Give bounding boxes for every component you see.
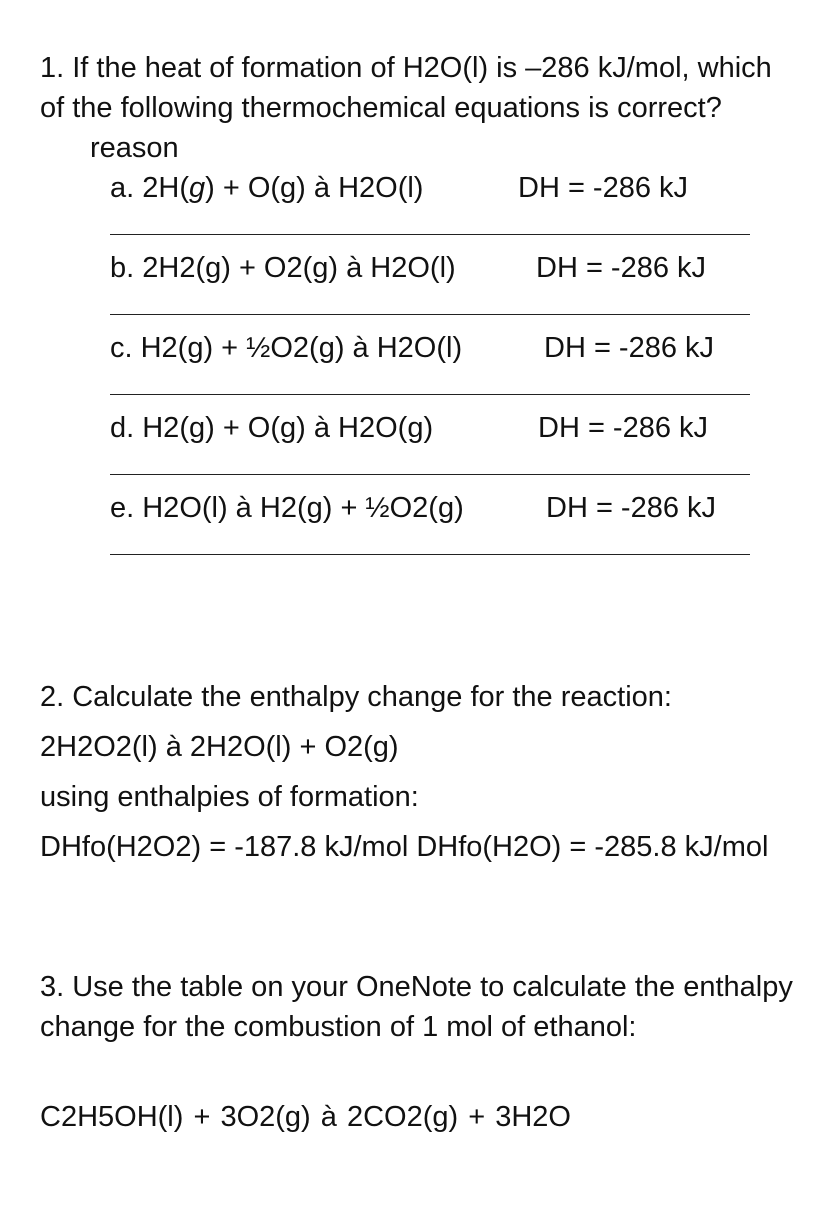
option-a-eq-end: ) + O(g) à H2O(l) xyxy=(205,172,424,204)
option-a-answer-line xyxy=(110,234,750,235)
option-e-enthalpy: DH = -286 kJ xyxy=(546,492,717,524)
option-d-equation: d. H2(g) + O(g) à H2O(g) xyxy=(110,412,434,444)
option-b-enthalpy: DH = -286 kJ xyxy=(536,252,707,284)
option-e-equation: e. H2O(l) à H2(g) + ½O2(g) xyxy=(110,492,464,524)
option-a-eq-start: a. 2H( xyxy=(110,172,189,204)
question-2-using-text: using enthalpies of formation: xyxy=(40,781,419,813)
question-2-formation-data: DHfo(H2O2) = -187.8 kJ/mol DHfo(H2O) = -285.8 kJ/mol xyxy=(40,831,769,863)
option-c-equation: c. H2(g) + ½O2(g) à H2O(l) xyxy=(110,332,463,364)
option-b xyxy=(110,248,750,328)
question-1-text: 1. If the heat of formation of H2O(l) is –286 kJ/mol, which of the following thermochemical equations is correct? xyxy=(40,52,772,124)
question-1-prompt xyxy=(40,48,800,168)
question-2-equation: 2H2O2(l) à 2H2O(l) + O2(g) xyxy=(40,731,399,763)
option-d-answer-line xyxy=(110,474,750,475)
option-a xyxy=(110,168,750,248)
option-e-answer-line xyxy=(110,554,750,555)
option-e xyxy=(110,488,750,568)
option-a-equation xyxy=(110,168,423,208)
option-c-answer-line xyxy=(110,394,750,395)
option-d xyxy=(110,408,750,488)
option-b-answer-line xyxy=(110,314,750,315)
option-c-enthalpy: DH = -286 kJ xyxy=(544,332,715,364)
option-d-enthalpy: DH = -286 kJ xyxy=(538,412,709,444)
option-a-enthalpy: DH = -286 kJ xyxy=(518,172,689,204)
option-b-equation: b. 2H2(g) + O2(g) à H2O(l) xyxy=(110,252,456,284)
question-3-prompt: 3. Use the table on your OneNote to calculate the enthalpy change for the combustion of 1 mol of ethanol: xyxy=(40,971,793,1043)
question-3-equation: C2H5OH(l) + 3O2(g) à 2CO2(g) + 3H2O xyxy=(40,1101,571,1133)
option-c xyxy=(110,328,750,408)
reason-label: reason xyxy=(90,132,179,164)
option-a-eq-italic: g xyxy=(188,172,206,204)
question-2-prompt: 2. Calculate the enthalpy change for the reaction: xyxy=(40,681,672,713)
